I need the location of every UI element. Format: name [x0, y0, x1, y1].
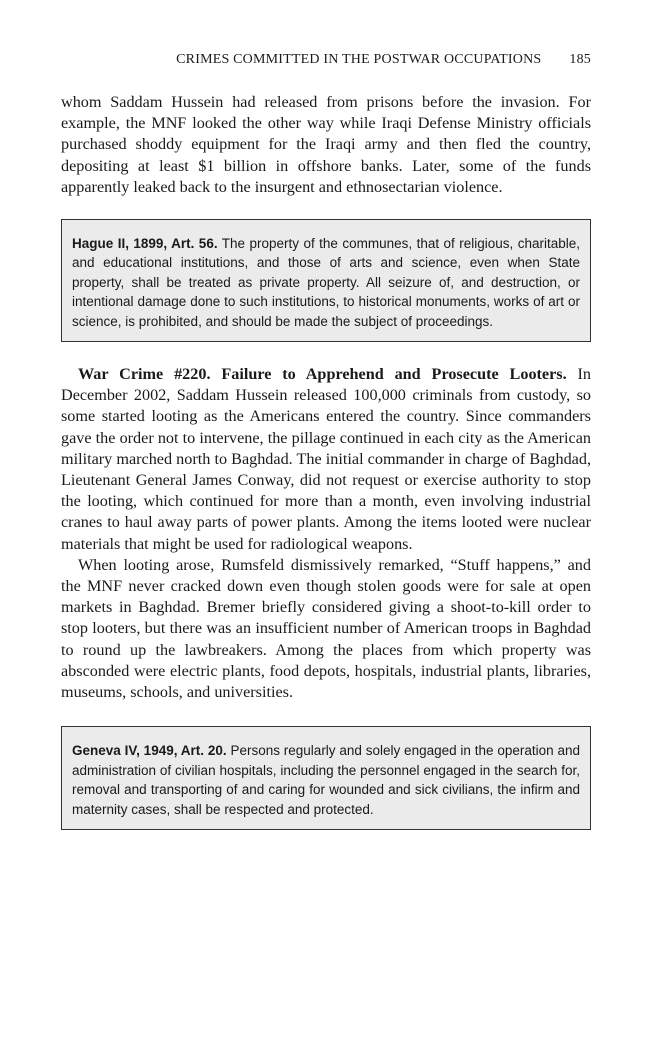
war-crime-220-paragraph: [61, 364, 591, 555]
looting-paragraph: When looting arose, Rumsfeld dismissively remarked, “Stuff happens,” and the MNF never cracked down even though stolen goods were for sale at open markets in Baghdad. Bremer briefly considered giving a shoot-to-kill order to stop looters, but there was an insufficient number of American troops in Baghdad to round up the lawbreakers. Among the places from which property was absconded were electric plants, food depots, hospitals, industrial plants, libraries, museums, schools, and universities.: [61, 555, 591, 702]
war-crime-body: In December 2002, Saddam Hussein released 100,000 criminals from custody, so some started looting as the Americans entered the country. Since commanders gave the order not to intervene, the pillage continued in each city as the American military marched north to Baghdad. The initial commander in charge of Baghdad, Lieutenant General James Conway, did not request or exercise authority to stop the looting, which continued for more than a month, even involving industrial cranes to haul away parts of power plants. Among the items looted were nuclear materials that might be used for radiological weapons.: [61, 365, 591, 553]
geneva-convention-box: [61, 726, 591, 830]
geneva-text: Persons regularly and solely engaged in the operation and administration of civilian hospitals, including the personnel engaged in the search for, removal and transporting of and caring for wounded and sick civilians, the infirm and maternity cases, shall be respected and protected.: [72, 743, 580, 817]
running-head-title: CRIMES COMMITTED IN THE POSTWAR OCCUPATIONS: [176, 52, 542, 67]
hague-convention-box: [61, 219, 591, 342]
hague-text: The property of the communes, that of religious, charitable, and educational institutions, and those of arts and science, even when State property, shall be treated as private property. All seizure of, and destruction, or intentional damage done to such institutions, to historical monuments, works of art or science, is prohibited, and should be made the subject of proceedings.: [72, 236, 580, 329]
war-crime-heading: War Crime #220. Failure to Apprehend and Prosecute Looters.: [78, 365, 567, 384]
geneva-citation: Geneva IV, 1949, Art. 20.: [72, 743, 227, 759]
book-page: [61, 52, 591, 830]
running-head: [61, 52, 591, 74]
hague-citation: Hague II, 1899, Art. 56.: [72, 236, 218, 252]
page-number: 185: [569, 52, 591, 67]
opening-paragraph: whom Saddam Hussein had released from prisons before the invasion. For example, the MNF looked the other way while Iraqi Defense Ministry officials purchased shoddy equipment for the Iraqi army and then fled the country, depositing at least $1 billion in offshore banks. Later, some of the funds apparently leaked back to the insurgent and ethnosectarian violence.: [61, 93, 591, 196]
